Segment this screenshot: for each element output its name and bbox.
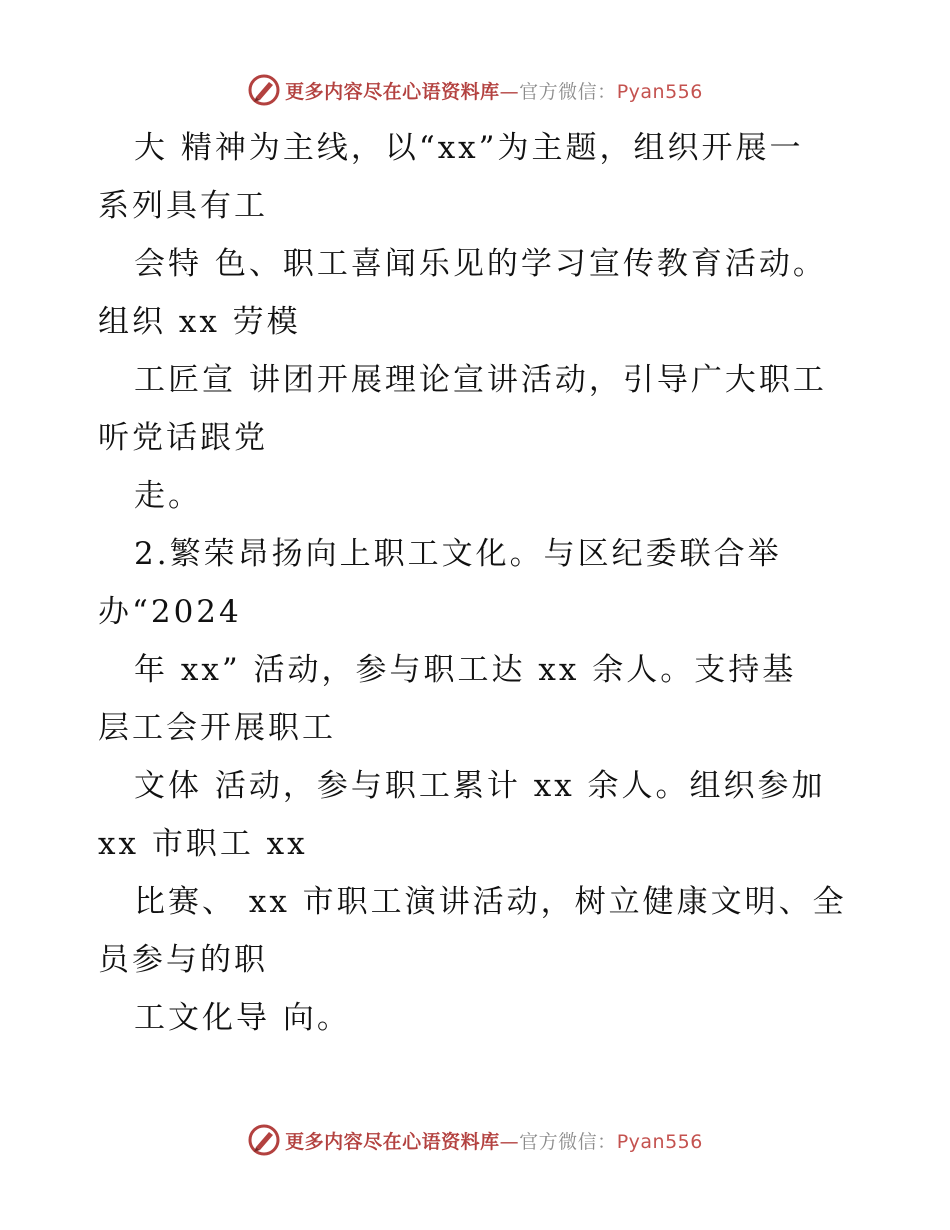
- footer-banner-part1: 更多内容尽在心语资料库: [285, 1130, 500, 1153]
- footer-banner: [0, 1118, 950, 1162]
- body-line: 走。: [134, 478, 202, 514]
- body-line: 文体 活动，参与职工累计 xx 余人。组织参加: [134, 768, 826, 804]
- section-heading: 2.繁荣昂扬向上职工文化。与区纪委联合举: [134, 536, 782, 572]
- body-line: 层工会开展职工: [98, 710, 336, 746]
- body-line: 会特 色、职工喜闻乐见的学习宣传教育活动。: [134, 246, 827, 282]
- footer-banner-part2: 官方微信：: [519, 1130, 617, 1153]
- body-line: 组织 xx 劳模: [98, 304, 301, 340]
- footer-banner-text: [285, 1127, 703, 1154]
- body-line: 员参与的职: [98, 942, 268, 978]
- body-line: 工文化导 向。: [134, 1000, 351, 1036]
- body-line: 大 精神为主线，以“xx”为主题，组织开展一: [134, 130, 804, 166]
- pen-logo-icon: [247, 1123, 281, 1157]
- header-banner-dash: —: [499, 80, 520, 103]
- pen-logo-icon: [247, 73, 281, 107]
- header-banner-part3: Pyan556: [616, 80, 703, 103]
- header-banner-part2: 官方微信：: [519, 80, 617, 103]
- footer-banner-part3: Pyan556: [616, 1130, 703, 1153]
- body-line: xx 市职工 xx: [98, 826, 308, 862]
- header-banner-text: [285, 77, 703, 104]
- body-line: 听党话跟党: [98, 420, 268, 456]
- body-line: 办“2024: [98, 594, 242, 630]
- body-line: 工匠宣 讲团开展理论宣讲活动，引导广大职工: [134, 362, 827, 398]
- body-line: 系列具有工: [98, 188, 268, 224]
- footer-banner-dash: —: [499, 1130, 520, 1153]
- header-banner-part1: 更多内容尽在心语资料库: [285, 80, 500, 103]
- body-line: 年 xx” 活动，参与职工达 xx 余人。支持基: [134, 652, 797, 688]
- header-banner: [0, 68, 950, 112]
- body-line: 比赛、 xx 市职工演讲活动，树立健康文明、全: [134, 884, 847, 920]
